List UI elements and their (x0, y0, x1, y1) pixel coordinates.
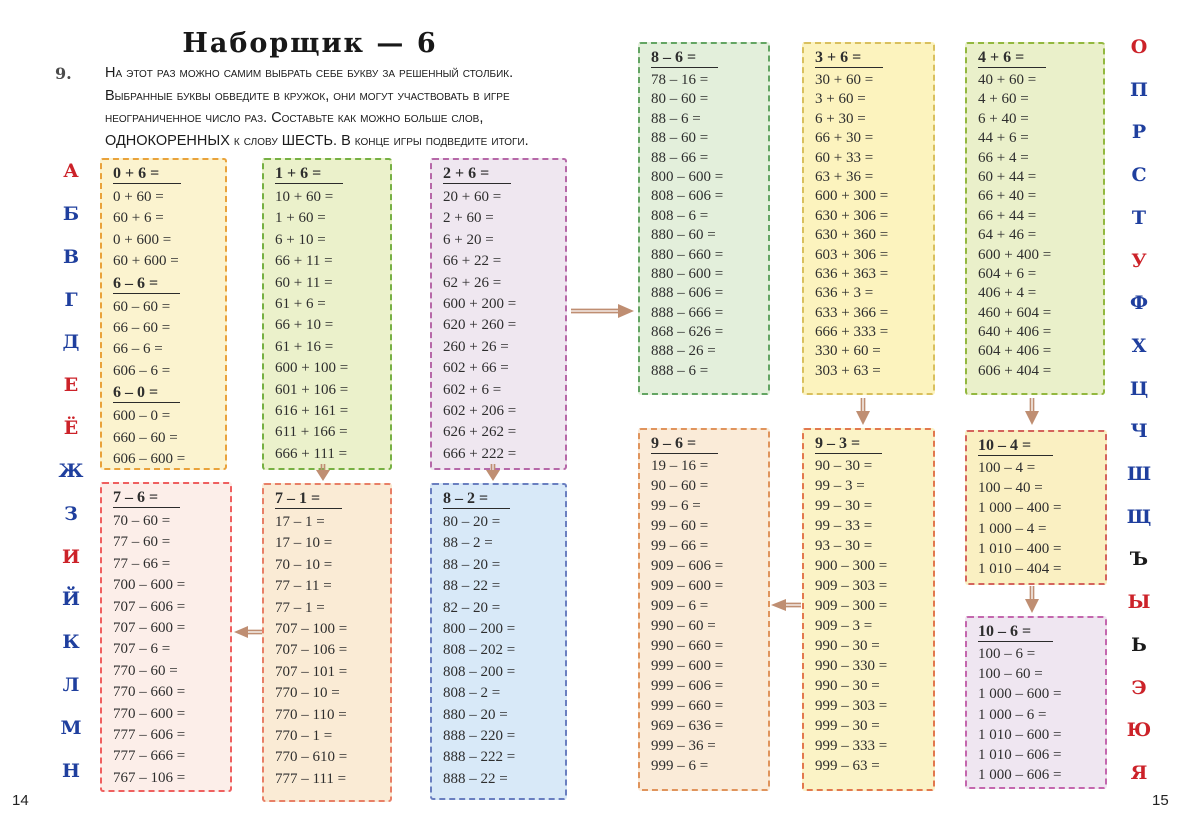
problem-line: 63 + 36 = (815, 168, 874, 185)
problem-line: 80 – 60 = (651, 91, 709, 108)
problem-line: 777 – 606 = (113, 726, 186, 743)
problem-line: 888 – 220 = (443, 727, 516, 744)
problem-line: 1 000 – 6 = (978, 706, 1047, 723)
problem-line: 990 – 30 = (815, 638, 880, 654)
problem-line: 406 + 4 = (978, 285, 1037, 302)
alphabet-letter-Ж: Ж (58, 459, 84, 482)
problem-header-text: 8 – 6 = (651, 49, 718, 68)
problem-line: 600 + 100 = (275, 360, 349, 377)
problem-line: 60 + 6 = (113, 210, 164, 227)
problem-line: 78 – 16 = (651, 72, 709, 88)
problem-header (651, 435, 768, 458)
problem-line: 2 + 60 = (443, 210, 494, 227)
problem-line: 66 – 60 = (113, 319, 171, 336)
problem-line: 1 010 – 600 = (978, 726, 1062, 743)
problem-header-text: 1 + 6 = (275, 165, 343, 184)
problem-line: 66 – 6 = (113, 341, 163, 358)
problem-line: 600 + 400 = (978, 246, 1052, 263)
problem-line: 626 + 262 = (443, 424, 517, 441)
page-number-left: 14 (12, 792, 29, 809)
problem-line: 999 – 333 = (815, 738, 888, 754)
problem-line: 808 – 200 = (443, 663, 516, 680)
problem-line: 66 + 11 = (275, 253, 333, 270)
problem-line: 611 + 166 = (275, 424, 348, 441)
problem-line: 1 010 – 400 = (978, 540, 1062, 557)
problem-line: 909 – 3 = (815, 618, 873, 634)
alphabet-letter-Ы: Ы (1127, 591, 1151, 614)
arrow-down-to-10-minus-6 (1022, 586, 1042, 613)
alphabet-letter-Ь: Ь (1131, 633, 1147, 656)
problem-header (113, 384, 225, 408)
problem-line: 88 – 6 = (651, 110, 701, 127)
problem-line: 990 – 330 = (815, 658, 888, 674)
alphabet-letter-Ф: Ф (1129, 292, 1149, 315)
problem-line: 99 – 3 = (815, 478, 865, 494)
problem-line: 303 + 63 = (815, 362, 881, 379)
problem-line: 1 010 – 606 = (978, 746, 1062, 763)
exercise-box-7-minus-6 (100, 482, 232, 792)
problem-line: 6 + 30 = (815, 110, 866, 127)
exercise-box-9-minus-6 (638, 428, 770, 791)
alphabet-letter-М: М (60, 716, 82, 739)
problem-line: 999 – 303 = (815, 698, 888, 714)
problem-line: 900 – 300 = (815, 558, 888, 574)
alphabet-letter-Й: Й (62, 588, 80, 611)
problem-header-text: 0 + 6 = (113, 165, 181, 184)
problem-line: 70 – 60 = (113, 513, 171, 529)
problem-line: 707 – 600 = (113, 619, 186, 636)
problem-line: 990 – 660 = (651, 638, 724, 654)
problem-line: 880 – 60 = (651, 227, 716, 244)
alphabet-letter-Д: Д (62, 331, 80, 354)
problem-header-text: 10 – 4 = (978, 437, 1053, 456)
alphabet-letter-И: И (62, 545, 80, 568)
problem-line: 10 + 60 = (275, 189, 334, 205)
problem-line: 66 + 4 = (978, 149, 1029, 166)
problem-line: 770 – 1 = (275, 727, 333, 744)
problem-line: 666 + 111 = (275, 445, 348, 462)
problem-line: 707 – 6 = (113, 641, 171, 658)
problem-line: 633 + 366 = (815, 304, 889, 321)
problem-line: 909 – 300 = (815, 598, 888, 614)
arrow-down-from-2-plus-6 (483, 464, 503, 481)
page-number-right: 15 (1152, 792, 1169, 809)
alphabet-letter-К: К (62, 631, 80, 654)
problem-line: 868 – 626 = (651, 324, 724, 341)
page-title: Наборщик — 6 (182, 28, 438, 59)
problem-line: 60 + 33 = (815, 149, 874, 166)
problem-line: 77 – 11 = (275, 578, 332, 595)
problem-line: 90 – 60 = (651, 478, 709, 494)
arrow-right-to-8-minus-6 (571, 301, 634, 321)
problem-line: 77 – 1 = (275, 599, 325, 616)
problem-line: 770 – 600 = (113, 705, 186, 722)
problem-header (113, 489, 230, 513)
problem-line: 602 + 206 = (443, 402, 517, 419)
problem-header-text: 6 – 0 = (113, 384, 180, 403)
problem-line: 60 + 600 = (113, 253, 179, 270)
alphabet-column-right (1122, 36, 1156, 784)
problem-line: 770 – 10 = (275, 685, 340, 702)
problem-line: 888 – 666 = (651, 304, 724, 321)
alphabet-letter-О: О (1130, 36, 1148, 58)
alphabet-letter-Г: Г (64, 288, 78, 311)
alphabet-letter-Х: Х (1131, 334, 1147, 357)
problem-line: 260 + 26 = (443, 338, 509, 355)
problem-line: 82 – 20 = (443, 599, 501, 616)
problem-line: 60 – 60 = (113, 298, 171, 315)
problem-line: 600 + 200 = (443, 295, 517, 312)
problem-line: 4 + 60 = (978, 91, 1029, 108)
problem-header (978, 49, 1103, 72)
problem-line: 808 – 202 = (443, 642, 516, 659)
problem-header-text: 6 – 6 = (113, 275, 180, 294)
problem-header-text: 10 – 6 = (978, 623, 1053, 642)
problem-line: 636 + 363 = (815, 265, 889, 282)
problem-line: 0 + 600 = (113, 231, 172, 248)
problem-line: 1 + 60 = (275, 210, 326, 227)
alphabet-letter-Ю: Ю (1126, 719, 1152, 742)
problem-header (978, 437, 1105, 460)
problem-line: 604 + 6 = (978, 265, 1037, 282)
alphabet-letter-В: В (62, 245, 80, 268)
problem-line: 61 + 6 = (275, 295, 326, 312)
problem-header-text: 7 – 6 = (113, 489, 180, 508)
alphabet-letter-Р: Р (1131, 121, 1147, 144)
alphabet-letter-З: З (64, 502, 78, 525)
problem-header (815, 49, 933, 72)
problem-line: 30 + 60 = (815, 72, 874, 88)
problem-line: 1 000 – 400 = (978, 500, 1062, 517)
problem-line: 909 – 6 = (651, 598, 709, 614)
problem-line: 77 – 66 = (113, 555, 171, 572)
problem-header-text: 9 – 3 = (815, 435, 882, 454)
problem-line: 880 – 20 = (443, 706, 508, 723)
problem-line: 707 – 101 = (275, 663, 348, 680)
alphabet-letter-А: А (63, 160, 79, 182)
problem-line: 330 + 60 = (815, 343, 881, 360)
problem-line: 808 – 2 = (443, 685, 501, 702)
problem-line: 707 – 100 = (275, 620, 348, 637)
problem-header-text: 7 – 1 = (275, 490, 342, 509)
instructions-text: На этот раз можно самим выбрать себе букву за решенный столбик. Выбранные буквы обведите в кружок, они могут участвовать в игре неограниченное число раз. Составьте как можно больше слов, ОДНОКОРЕННЫХ к слову ШЕСТЬ. В конце игры подведите итоги. (105, 65, 529, 149)
problem-line: 88 – 60 = (651, 130, 709, 147)
problem-line: 1 000 – 606 = (978, 767, 1062, 784)
problem-line: 90 – 30 = (815, 458, 873, 474)
arrow-left-to-7-minus-6 (234, 623, 262, 641)
exercise-box-8-minus-2 (430, 483, 567, 800)
problem-line: 888 – 26 = (651, 343, 716, 360)
problem-line: 602 + 6 = (443, 381, 502, 398)
problem-line: 888 – 22 = (443, 770, 508, 787)
problem-line: 1 000 – 600 = (978, 686, 1062, 703)
problem-line: 600 + 300 = (815, 188, 889, 205)
problem-line: 64 + 46 = (978, 227, 1037, 244)
problem-line: 1 010 – 404 = (978, 560, 1062, 577)
problem-line: 100 – 60 = (978, 666, 1043, 683)
problem-line: 969 – 636 = (651, 718, 724, 734)
problem-line: 800 – 600 = (651, 168, 724, 185)
problem-line: 990 – 60 = (651, 618, 716, 634)
problem-line: 999 – 660 = (651, 698, 724, 714)
problem-line: 666 + 333 = (815, 324, 889, 341)
problem-header-text: 3 + 6 = (815, 49, 883, 68)
problem-header (113, 165, 225, 189)
problem-line: 888 – 222 = (443, 749, 516, 766)
problem-line: 606 + 404 = (978, 362, 1052, 379)
problem-line: 66 + 30 = (815, 130, 874, 147)
problem-line: 999 – 36 = (651, 738, 716, 754)
problem-line: 604 + 406 = (978, 343, 1052, 360)
problem-line: 909 – 606 = (651, 558, 724, 574)
problem-header (275, 165, 390, 189)
problem-line: 6 + 10 = (275, 231, 326, 248)
problem-line: 630 + 360 = (815, 227, 889, 244)
problem-number: 9. (55, 64, 72, 83)
exercise-box-9-minus-3 (802, 428, 935, 791)
problem-line: 770 – 660 = (113, 684, 186, 701)
problem-line: 66 + 40 = (978, 188, 1037, 205)
problem-line: 6 + 20 = (443, 231, 494, 248)
problem-line: 888 – 6 = (651, 362, 709, 379)
problem-line: 99 – 60 = (651, 518, 709, 534)
alphabet-letter-Ш: Ш (1126, 463, 1152, 486)
alphabet-letter-У: У (1131, 249, 1147, 272)
alphabet-letter-Ч: Ч (1130, 420, 1148, 443)
problem-line: 777 – 666 = (113, 748, 186, 765)
arrow-down-from-4-plus-6 (1022, 398, 1042, 425)
problem-line: 61 + 16 = (275, 338, 334, 355)
problem-line: 601 + 106 = (275, 381, 349, 398)
problem-header (978, 623, 1105, 646)
exercise-box-4-plus-6 (965, 42, 1105, 395)
problem-line: 770 – 110 = (275, 706, 347, 723)
problem-header (815, 435, 933, 458)
alphabet-letter-Л: Л (62, 674, 80, 697)
exercise-box-10-minus-4 (965, 430, 1107, 585)
problem-line: 909 – 303 = (815, 578, 888, 594)
problem-line: 62 + 26 = (443, 274, 502, 291)
alphabet-letter-Б: Б (62, 202, 80, 225)
problem-line: 606 – 600 = (113, 450, 186, 467)
exercise-box-3-plus-6 (802, 42, 935, 395)
problem-line: 707 – 606 = (113, 598, 186, 615)
alphabet-letter-Э: Э (1131, 676, 1147, 699)
problem-line: 93 – 30 = (815, 538, 873, 554)
problem-line: 767 – 106 = (113, 769, 186, 786)
problem-line: 60 + 44 = (978, 168, 1037, 185)
problem-line: 99 – 33 = (815, 518, 873, 534)
alphabet-letter-Ё: Ё (63, 417, 79, 440)
problem-line: 88 – 20 = (443, 556, 501, 573)
problem-line: 800 – 200 = (443, 620, 516, 637)
problem-line: 66 + 10 = (275, 317, 334, 334)
arrow-down-from-1-plus-6 (313, 464, 333, 481)
problem-line: 100 – 40 = (978, 480, 1043, 497)
alphabet-letter-П: П (1130, 78, 1148, 101)
problem-line: 66 + 22 = (443, 253, 502, 270)
problem-line: 80 – 20 = (443, 514, 501, 530)
problem-line: 630 + 306 = (815, 207, 889, 224)
alphabet-letter-С: С (1131, 164, 1147, 187)
problem-header (443, 490, 565, 514)
exercise-box-8-minus-6 (638, 42, 770, 395)
problem-line: 3 + 60 = (815, 91, 866, 108)
problem-line: 70 – 10 = (275, 556, 333, 573)
problem-line: 707 – 106 = (275, 642, 348, 659)
problem-line: 1 000 – 4 = (978, 520, 1047, 537)
problem-line: 100 – 6 = (978, 646, 1036, 662)
problem-line: 636 + 3 = (815, 285, 874, 302)
problem-line: 600 – 0 = (113, 408, 171, 425)
arrow-down-from-3-plus-6 (853, 398, 873, 425)
problem-line: 100 – 4 = (978, 460, 1036, 476)
problem-line: 6 + 40 = (978, 110, 1029, 127)
arrow-left-to-9-minus-6 (771, 596, 801, 614)
problem-line: 20 + 60 = (443, 189, 502, 205)
alphabet-letter-Щ: Щ (1126, 505, 1152, 528)
problem-header (113, 275, 225, 299)
problem-line: 88 – 22 = (443, 578, 501, 595)
problem-line: 777 – 111 = (275, 770, 347, 787)
problem-line: 460 + 604 = (978, 304, 1052, 321)
alphabet-letter-Н: Н (62, 759, 80, 782)
problem-line: 770 – 610 = (275, 749, 348, 766)
problem-line: 616 + 161 = (275, 402, 349, 419)
problem-line: 880 – 600 = (651, 265, 724, 282)
problem-header-text: 4 + 6 = (978, 49, 1046, 68)
problem-line: 603 + 306 = (815, 246, 889, 263)
alphabet-letter-Я: Я (1130, 761, 1148, 784)
exercise-box-2-plus-6 (430, 158, 567, 470)
problem-line: 999 – 600 = (651, 658, 724, 674)
problem-line: 602 + 66 = (443, 360, 509, 377)
problem-line: 99 – 6 = (651, 498, 701, 514)
exercise-box-10-minus-6 (965, 616, 1107, 789)
problem-header-text: 8 – 2 = (443, 490, 510, 509)
exercise-box-0-plus-6 (100, 158, 227, 470)
alphabet-letter-Т: Т (1131, 206, 1147, 229)
alphabet-letter-Ъ: Ъ (1129, 548, 1149, 571)
exercise-box-7-minus-1 (262, 483, 392, 802)
problem-line: 60 + 11 = (275, 274, 333, 291)
problem-line: 99 – 30 = (815, 498, 873, 514)
problem-line: 999 – 30 = (815, 718, 880, 734)
problem-line: 40 + 60 = (978, 72, 1037, 88)
problem-line: 620 + 260 = (443, 317, 517, 334)
problem-line: 606 – 6 = (113, 362, 171, 379)
problem-line: 880 – 660 = (651, 246, 724, 263)
problem-line: 88 – 2 = (443, 535, 493, 552)
exercise-box-1-plus-6 (262, 158, 392, 470)
problem-line: 808 – 6 = (651, 207, 709, 224)
alphabet-letter-Е: Е (63, 374, 79, 397)
problem-line: 0 + 60 = (113, 189, 164, 205)
problem-line: 990 – 30 = (815, 678, 880, 694)
problem-header (651, 49, 768, 72)
problem-line: 700 – 600 = (113, 577, 186, 594)
problem-line: 640 + 406 = (978, 324, 1052, 341)
problem-line: 770 – 60 = (113, 662, 178, 679)
problem-line: 909 – 600 = (651, 578, 724, 594)
problem-line: 808 – 606 = (651, 188, 724, 205)
problem-header (443, 165, 565, 189)
problem-line: 88 – 66 = (651, 149, 709, 166)
alphabet-column-left (54, 160, 88, 782)
problem-line: 666 + 222 = (443, 445, 517, 462)
problem-line: 44 + 6 = (978, 130, 1029, 147)
problem-line: 17 – 1 = (275, 514, 325, 530)
problem-line: 17 – 10 = (275, 535, 333, 552)
problem-line: 19 – 16 = (651, 458, 709, 474)
problem-header-text: 2 + 6 = (443, 165, 511, 184)
problem-line: 999 – 63 = (815, 758, 880, 774)
problem-header (275, 490, 390, 514)
problem-header-text: 9 – 6 = (651, 435, 718, 454)
alphabet-letter-Ц: Ц (1129, 377, 1149, 400)
problem-line: 888 – 606 = (651, 285, 724, 302)
problem-line: 77 – 60 = (113, 534, 171, 551)
problem-line: 999 – 6 = (651, 758, 709, 774)
problem-line: 999 – 606 = (651, 678, 724, 694)
problem-line: 66 + 44 = (978, 207, 1037, 224)
problem-line: 660 – 60 = (113, 429, 178, 446)
problem-line: 99 – 66 = (651, 538, 709, 554)
